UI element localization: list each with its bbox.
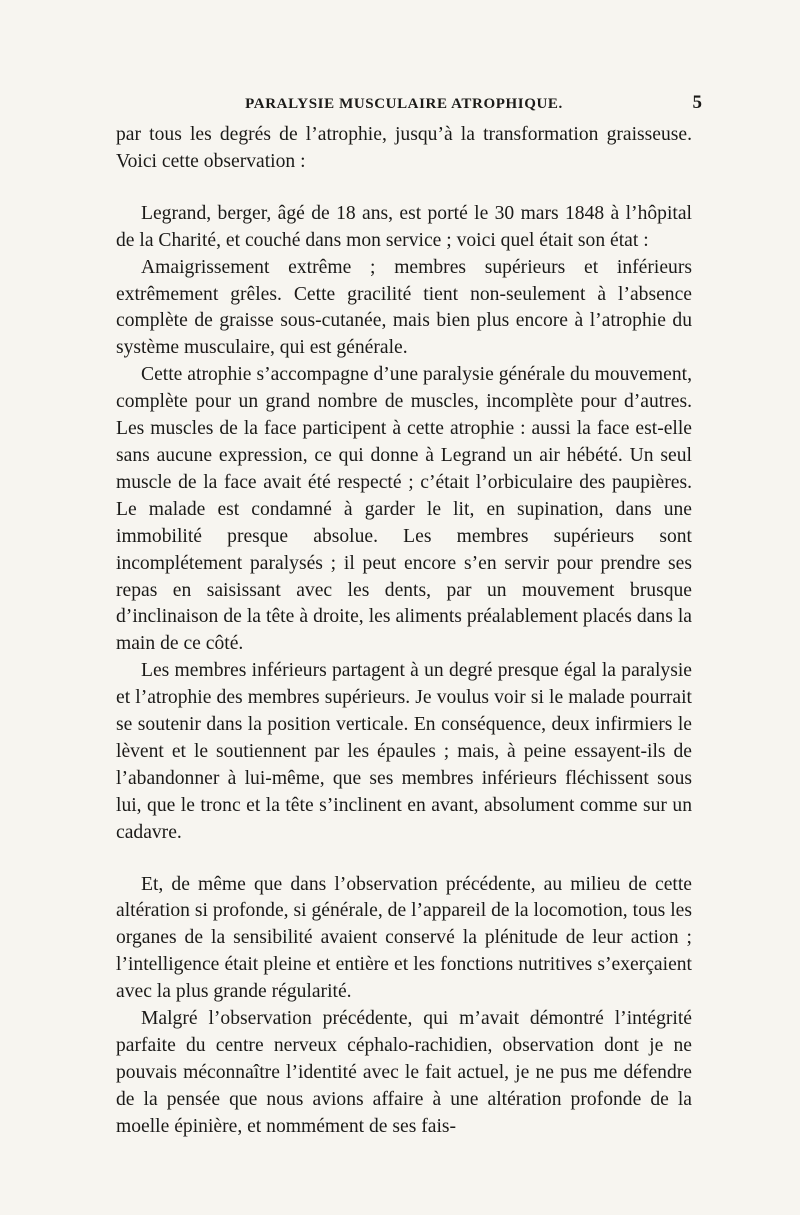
paragraph: Amaigrissement extrême ; membres supérieurs et inférieurs extrêmement grêles. Cette gracilité tient non-seulement à l’absence complète de graisse sous-cutanée, mais bien plus encore à l’atrophie du système musculaire, qui est générale.: [116, 256, 692, 359]
running-head: [116, 92, 702, 120]
paragraph: Legrand, berger, âgé de 18 ans, est porté le 30 mars 1848 à l’hôpital de la Charité, et couché dans mon service ; voici quel était son état :: [116, 202, 692, 251]
paragraph: Et, de même que dans l’observation précédente, au milieu de cette altération si profonde, si générale, de l’appareil de la locomotion, tous les organes de la sensibilité avaient conservé la plénitude de leur action ; l’intelligence était pleine et entière et les fonctions nutritives s’exerçaient avec la plus grande régularité.: [116, 873, 692, 1003]
page-number: 5: [692, 92, 702, 113]
body-text: [116, 122, 692, 1141]
paragraph: Malgré l’observation précédente, qui m’avait démontré l’intégrité parfaite du centre nerveux céphalo-rachidien, observation dont je ne pouvais méconnaître l’identité avec le fait actuel, je ne pus me défendre de la pensée que nous avions affaire à une altération profonde de la moelle épinière, et nommément de ses fais-: [116, 1008, 692, 1137]
running-title: PARALYSIE MUSCULAIRE ATROPHIQUE.: [245, 96, 563, 112]
paragraph: par tous les degrés de l’atrophie, jusqu’à la transformation graisseuse. Voici cette observation :: [116, 124, 692, 172]
paragraph: Les membres inférieurs partagent à un degré presque égal la paralysie et l’atrophie des membres supérieurs. Je voulus voir si le malade pourrait se soutenir dans la position verticale. En conséquence, deux infirmiers le lèvent et le soutiennent par les épaules ; mais, à peine essayent-ils de l’abandonner à lui-même, que ses membres inférieurs fléchissent sous lui, que le tronc et la tête s’inclinent en avant, absolument comme sur un cadavre.: [116, 660, 692, 843]
paragraph: Cette atrophie s’accompagne d’une paralysie générale du mouvement, complète pour un grand nombre de muscles, incomplète pour d’autres. Les muscles de la face participent à cette atrophie : aussi la face est-elle sans aucune expression, ce qui donne à Legrand un air hébété. Un seul muscle de la face avait été respecté ; c’était l’orbiculaire des paupières. Le malade est condamné à garder le lit, en supination, dans une immobilité presque absolue. Les membres supérieurs sont incomplétement paralysés ; il peut encore s’en servir pour prendre ses repas en saisissant avec les dents, par un mouvement brusque d’inclinaison de la tête à droite, les aliments préalablement placés dans la main de ce côté.: [116, 364, 692, 655]
